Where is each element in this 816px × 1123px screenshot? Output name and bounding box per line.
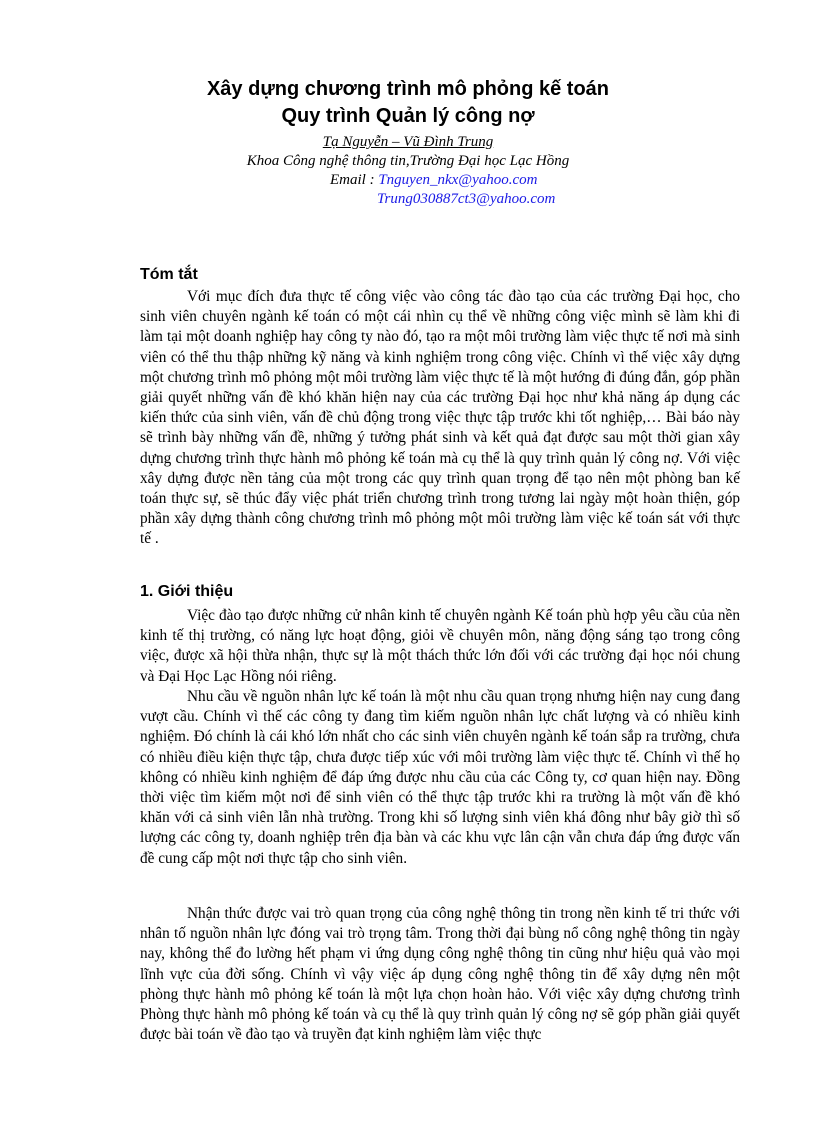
intro-paragraph-1: Việc đào tạo được những cử nhân kinh tế chuyên ngành Kế toán phù hợp yêu cầu của nền kinh tế thị trường, có năng lực hoạt động, giỏi về chuyên môn, năng động sáng tạo trong công việc, được xã hội thừa nhận, thực sự là một thách thức lớn đối với các trường đại học nói chung và Đại Học Lạc Hồng nói riêng. <box>140 607 740 685</box>
email-link-2[interactable]: Trung030887ct3@yahoo.com <box>377 191 556 207</box>
author-names: Tạ Nguyễn – Vũ Đình Trung <box>322 134 494 150</box>
author-affiliation: Khoa Công nghệ thông tin,Trường Đại học Lạc Hồng <box>246 153 570 169</box>
intro-heading: 1. Giới thiệu <box>140 583 234 600</box>
paper-title-line-2: Quy trình Quản lý công nợ <box>281 105 535 127</box>
email-line <box>330 172 538 189</box>
paper-title-line-1: Xây dựng chương trình mô phỏng kế toán <box>206 78 610 100</box>
email-label: Email : <box>330 172 379 188</box>
email-link-1[interactable]: Tnguyen_nkx@yahoo.com <box>378 172 538 188</box>
abstract-heading: Tóm tắt <box>140 266 198 283</box>
intro-paragraph-3: Nhận thức được vai trò quan trọng của công nghệ thông tin trong nền kinh tế tri thức với nhân tố nguồn nhân lực đóng vai trò trọng tâm. Trong thời đại bùng nổ công nghệ thông tin ngày nay, không thể đo lường hết phạm vi ứng dụng công nghệ thông tin cũng như hiệu quả vào mọi lĩnh vực của đời sống. Chính vì vậy việc áp dụng công nghệ thông tin để xây dựng nên một phòng thực hành mô phỏng kế toán là một lựa chọn hoàn hảo. Với việc xây dựng chương trình Phòng thực hành mô phỏng kế toán và cụ thể là quy trình quản lý công nợ sẽ góp phần giải quyết được bài toán về đào tạo và truyền đạt kinh nghiệm làm việc thực <box>140 905 740 1044</box>
abstract-paragraph: Với mục đích đưa thực tế công việc vào công tác đào tạo của các trường Đại học, cho sinh viên chuyên ngành kế toán có một cái nhìn cụ thể về những công việc mình sẽ làm khi đi làm tại một doanh nghiệp hay công ty nào đó, tạo ra một môi trường làm việc thực tế nơi mà sinh viên có thể thu thập những kỹ năng và kinh nghiệm trong công việc. Chính vì thế việc xây dựng một chương trình mô phỏng một môi trường làm việc thực tế là một hướng đi đúng đắn, góp phần giải quyết những vấn đề khó khăn hiện nay của các trường Đại học như khả năng áp dụng các kiến thức của sinh viên, vấn đề chủ động trong việc thực tập trước khi tốt nghiệp,… Bài báo này sẽ trình bày những vấn đề, những ý tưởng phát sinh và kết quả đạt được sau một thời gian xây dựng chương trình thực hành mô phỏng kế toán mà cụ thể là quy trình quản lý công nợ. Với việc xây dựng được nền tảng của một trong các quy trình quan trọng để tạo nên một phòng ban kế toán thực sự, sẽ thúc đẩy việc phát triển chương trình trong tương lai ngày một hoàn thiện, góp phần xây dựng thành công chương trình mô phỏng một môi trường làm việc kế toán sát với thực tế . <box>140 288 740 548</box>
intro-paragraph-2: Nhu cầu về nguồn nhân lực kế toán là một nhu cầu quan trọng nhưng hiện nay cung đang vượt cầu. Chính vì thế các công ty đang tìm kiếm nguồn nhân lực chất lượng và có nhiều kinh nghiệm. Đó chính là cái khó lớn nhất cho các sinh viên chuyên ngành kế toán sắp ra trường, chưa có nhiều điều kiện thực tập, chưa được tiếp xúc với môi trường làm việc thực tế. Chính vì thế họ không có nhiều kinh nghiệm để đáp ứng được nhu cầu của các Công ty, cơ quan hiện nay. Đồng thời việc tìm kiếm một nơi để sinh viên có thể thực tập trước khi ra trường là một vấn đề khó khăn với cả sinh viên lẫn nhà trường. Trong khi số lượng sinh viên khá đông như bây giờ thì số lượng các công ty, doanh nghiệp trên địa bàn và các khu vực lân cận vẫn chưa đáp ứng được vấn đề cung cấp một nơi thực tập cho sinh viên. <box>140 688 740 867</box>
